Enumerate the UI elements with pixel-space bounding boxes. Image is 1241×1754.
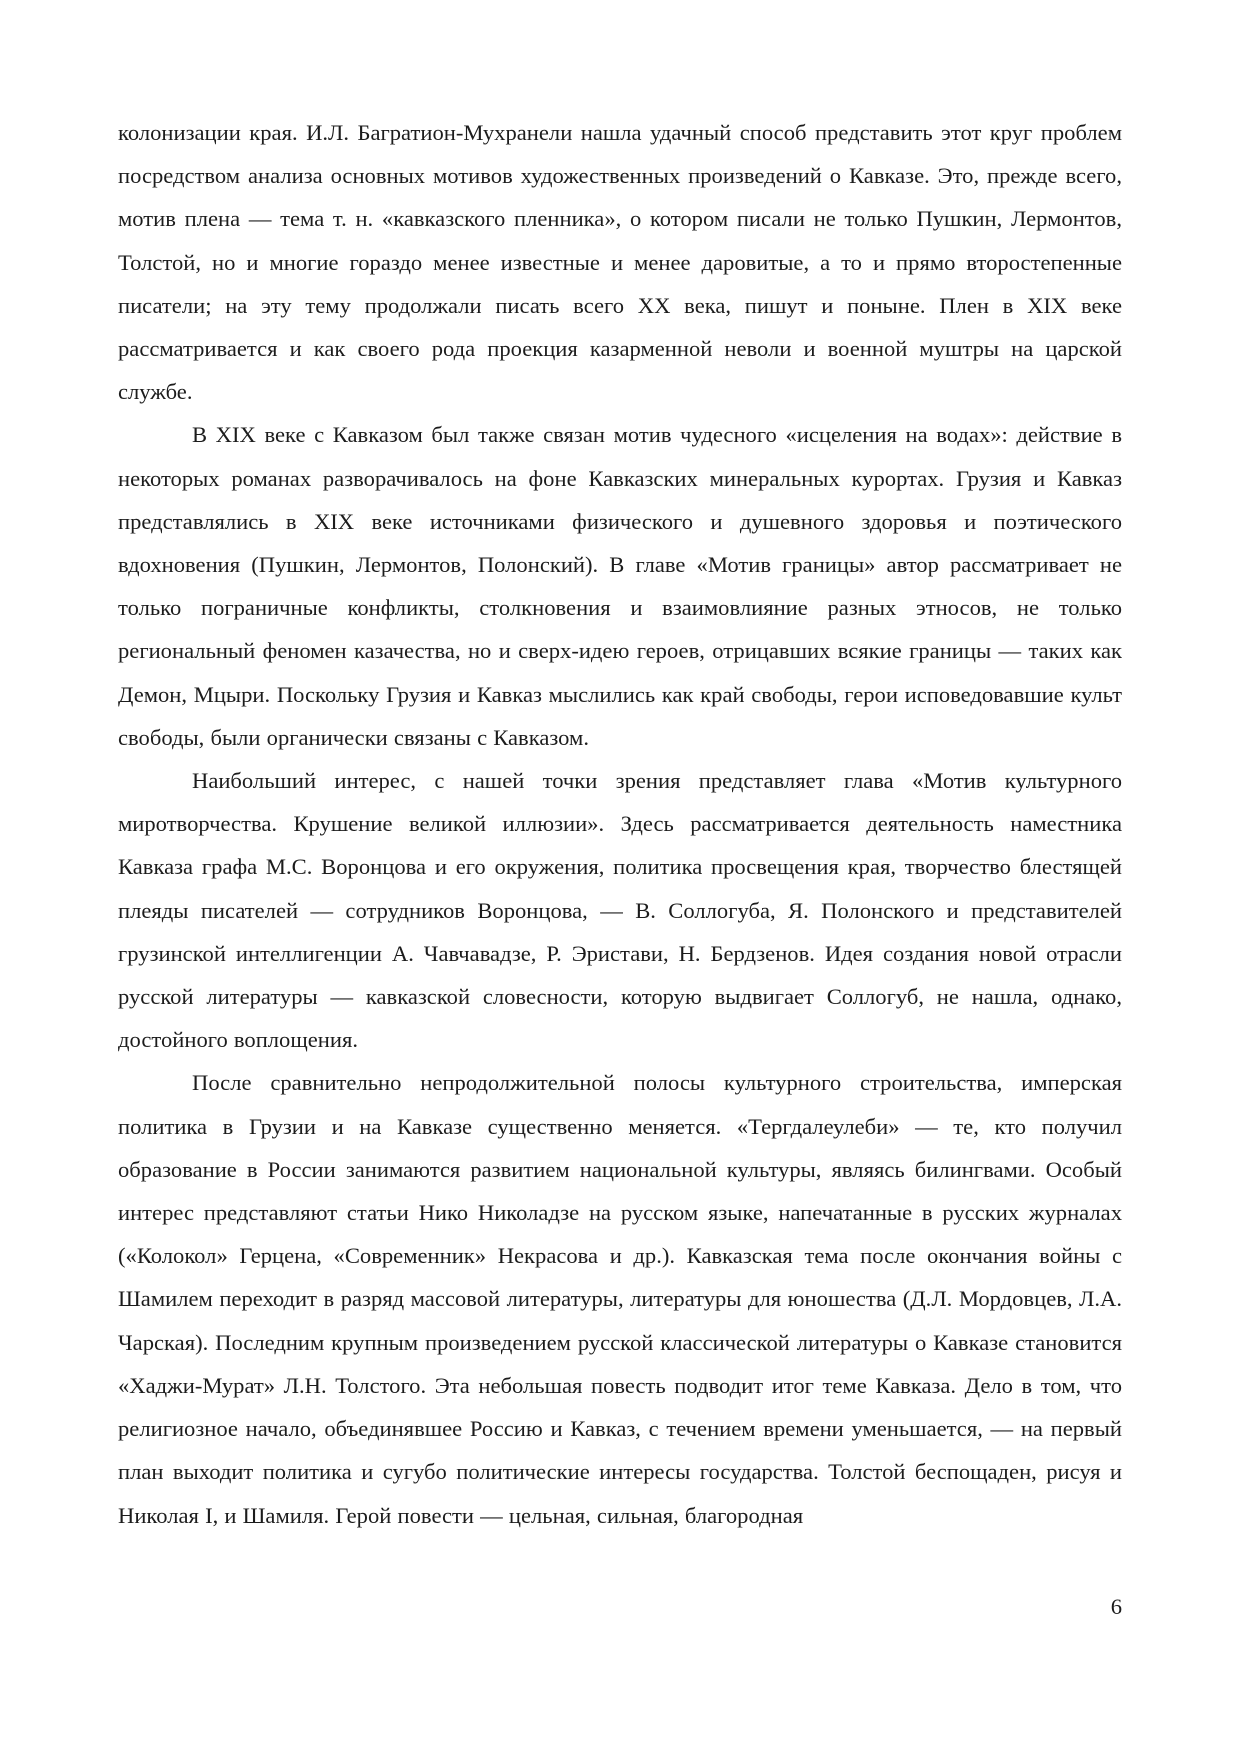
body-text	[118, 111, 1122, 1537]
paragraph-1: колонизации края. И.Л. Багратион-Мухранели нашла удачный способ представить этот круг проблем посредством анализа основных мотивов художественных произведений о Кавказе. Это, прежде всего, мотив плена — тема т. н. «кавказского пленника», о котором писали не только Пушкин, Лермонтов, Толстой, но и многие гораздо менее известные и менее даровитые, а то и прямо второстепенные писатели; на эту тему продолжали писать всего XX века, пишут и поныне. Плен в XIX веке рассматривается и как своего рода проекция казарменной неволи и военной муштры на царской службе.	[118, 120, 1122, 405]
paragraph-3: Наибольший интерес, с нашей точки зрения представляет глава «Мотив культурного миротворчества. Крушение великой иллюзии». Здесь рассматривается деятельность наместника Кавказа графа М.С. Воронцова и его окружения, политика просвещения края, творчество блестящей плеяды писателей — сотрудников Воронцова, — В. Соллогуба, Я. Полонского и представителей грузинской интеллигенции А. Чавчавадзе, Р. Эристави, Н. Бердзенов. Идея создания новой отрасли русской литературы — кавказской словесности, которую выдвигает Соллогуб, не нашла, однако, достойного воплощения.	[118, 768, 1122, 1053]
paragraph-4: После сравнительно непродолжительной полосы культурного строительства, имперская политика в Грузии и на Кавказе существенно меняется. «Тергдалеулеби» — те, кто получил образование в России занимаются развитием национальной культуры, являясь билингвами. Особый интерес представляют статьи Нико Николадзе на русском языке, напечатанные в русских журналах («Колокол» Герцена, «Современник» Некрасова и др.). Кавказская тема после окончания войны с Шамилем переходит в разряд массовой литературы, литературы для юношества (Д.Л. Мордовцев, Л.А. Чарская). Последним крупным произведением русской классической литературы о Кавказе становится «Хаджи-Мурат» Л.Н. Толстого. Эта небольшая повесть подводит итог теме Кавказа. Дело в том, что религиозное начало, объединявшее Россию и Кавказ, с течением времени уменьшается, — на первый план выходит политика и сугубо политические интересы государства. Толстой беспощаден, рисуя и Николая I, и Шамиля. Герой повести — цельная, сильная, благородная	[118, 1070, 1122, 1528]
page-number: 6	[1110, 1594, 1122, 1619]
paragraph-2: В XIX веке с Кавказом был также связан мотив чудесного «исцеления на водах»: действие в некоторых романах разворачивалось на фоне Кавказских минеральных курортах. Грузия и Кавказ представлялись в XIX веке источниками физического и душевного здоровья и поэтического вдохновения (Пушкин, Лермонтов, Полонский). В главе «Мотив границы» автор рассматривает не только пограничные конфликты, столкновения и взаимовлияние разных этносов, не только региональный феномен казачества, но и сверх-идею героев, отрицавших всякие границы — таких как Демон, Мцыри. Поскольку Грузия и Кавказ мыслились как край свободы, герои исповедовавшие культ свободы, были органически связаны с Кавказом.	[118, 422, 1122, 750]
